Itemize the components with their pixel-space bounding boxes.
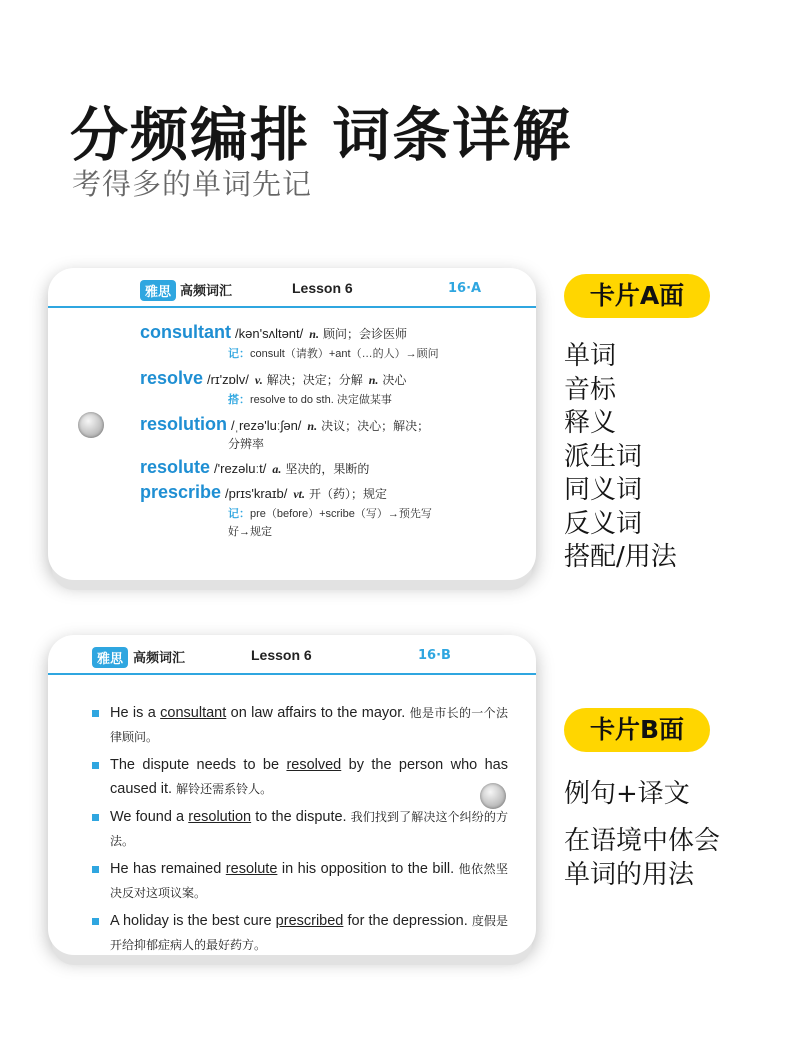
part-of-speech: vt. (293, 487, 306, 501)
card-header (48, 635, 536, 675)
series-title: 高频词汇 (133, 651, 186, 666)
target-word: resolved (286, 757, 342, 773)
card-number: 16·A (448, 281, 482, 296)
translation: 我们找到了解决这个纠纷的方法。 (110, 810, 508, 848)
phonetic: /prɪs'kraɪb/ (225, 486, 288, 501)
translation: 他是市长的一个法律顾问。 (110, 706, 508, 744)
side-b-badge: 卡片B面 (564, 708, 710, 752)
word-entry (140, 368, 510, 410)
flashcard-side-a (48, 268, 536, 580)
definition: 决议；决心；解决； (321, 419, 430, 433)
bullet-square-icon (92, 762, 99, 769)
definition: 决心 (382, 373, 407, 387)
word-entry (140, 414, 510, 453)
exam-tag: 雅思 (140, 280, 176, 301)
feature-line: 在语境中体会 (564, 826, 721, 856)
memory-key: 记： (228, 348, 250, 360)
feature-item: 同义词 (564, 475, 643, 505)
headword: prescribe (140, 482, 222, 502)
word-entry (140, 482, 510, 540)
memory-note-continued: 好→规定 (228, 526, 272, 538)
phonetic: /rɪ'zɒlv/ (207, 372, 249, 387)
card-number: 16·B (418, 648, 451, 663)
page-headline: 分频编排 词条详解 (70, 101, 573, 169)
definition: 坚决的，果断的 (285, 462, 370, 476)
translation: 度假是开给抑郁症病人的最好药方。 (110, 914, 508, 952)
feature-item: 搭配/用法 (564, 542, 677, 572)
target-word: resolute (225, 861, 278, 877)
flashcard-side-b (48, 635, 536, 955)
headword: resolution (140, 414, 228, 434)
phonetic: /kən'sʌltənt/ (235, 326, 304, 341)
headword: resolute (140, 457, 211, 477)
memory-note: consult（请教）+ant（…的人）→顾问 (250, 348, 439, 360)
word-entry (140, 457, 510, 478)
side-b-feature: 例句+译文 (564, 779, 690, 809)
bullet-square-icon (92, 866, 99, 873)
example-sentence: We found a resolution to the dispute. 我们找到了解决这个纠纷的方法。 (88, 805, 508, 853)
definition: 解决；决定；分解 (266, 373, 363, 387)
example-sentence: A holiday is the best cure prescribed for the depression. 度假是开给抑郁症病人的最好药方。 (88, 909, 508, 955)
phonetic: /ˌrezə'luːʃən/ (231, 418, 302, 433)
example-sentence: He is a consultant on law affairs to the mayor. 他是市长的一个法律顾问。 (88, 701, 508, 749)
collocation-note: resolve to do sth. 决定做某事 (250, 394, 392, 406)
bullet-square-icon (92, 814, 99, 821)
translation: 解铃还需系铃人。 (176, 782, 273, 796)
series-title: 高频词汇 (180, 284, 233, 299)
bullet-square-icon (92, 710, 99, 717)
part-of-speech: n. (368, 373, 379, 387)
part-of-speech: v. (254, 373, 263, 387)
bullet-square-icon (92, 918, 99, 925)
feature-item: 反义词 (564, 508, 643, 539)
target-word: prescribed (275, 913, 344, 929)
definition: 开（药）；规定 (309, 487, 388, 501)
memory-key: 记： (228, 508, 250, 520)
definition-continued: 分辨率 (228, 437, 265, 451)
punch-hole-icon (78, 412, 104, 438)
collocation-key: 搭： (228, 394, 250, 406)
word-entry (140, 322, 510, 364)
translation: 他依然坚决反对这项议案。 (110, 862, 508, 900)
part-of-speech: n. (309, 327, 319, 341)
feature-item: 派生词 (564, 441, 643, 472)
headword: resolve (140, 368, 204, 388)
lesson-label: Lesson 6 (292, 280, 353, 296)
feature-item: 单词 (564, 341, 617, 371)
lesson-label: Lesson 6 (251, 647, 312, 663)
card-header (48, 268, 536, 308)
page-subhead: 考得多的单词先记 (72, 167, 313, 201)
exam-tag: 雅思 (92, 647, 128, 668)
feature-item: 音标 (564, 374, 617, 405)
example-sentences (88, 701, 508, 955)
target-word: resolution (188, 809, 252, 825)
target-word: consultant (160, 705, 227, 721)
side-b-feature-desc (564, 824, 720, 892)
word-entries (140, 322, 510, 544)
memory-note: pre（before）+scribe（写）→预先写 (250, 508, 432, 520)
part-of-speech: a. (272, 462, 282, 476)
definition: 顾问；会诊医师 (322, 327, 407, 341)
part-of-speech: n. (307, 419, 318, 433)
feature-line: 单词的用法 (564, 860, 695, 890)
side-a-badge: 卡片A面 (564, 274, 710, 318)
headword: consultant (140, 322, 232, 342)
feature-item: 释义 (564, 408, 617, 438)
side-a-features (564, 340, 677, 575)
example-sentence: He has remained resolute in his opposition to the bill. 他依然坚决反对这项议案。 (88, 857, 508, 905)
phonetic: /'rezəluːt/ (214, 461, 267, 476)
example-sentence: The dispute needs to be resolved by the person who has caused it. 解铃还需系铃人。 (88, 753, 508, 801)
